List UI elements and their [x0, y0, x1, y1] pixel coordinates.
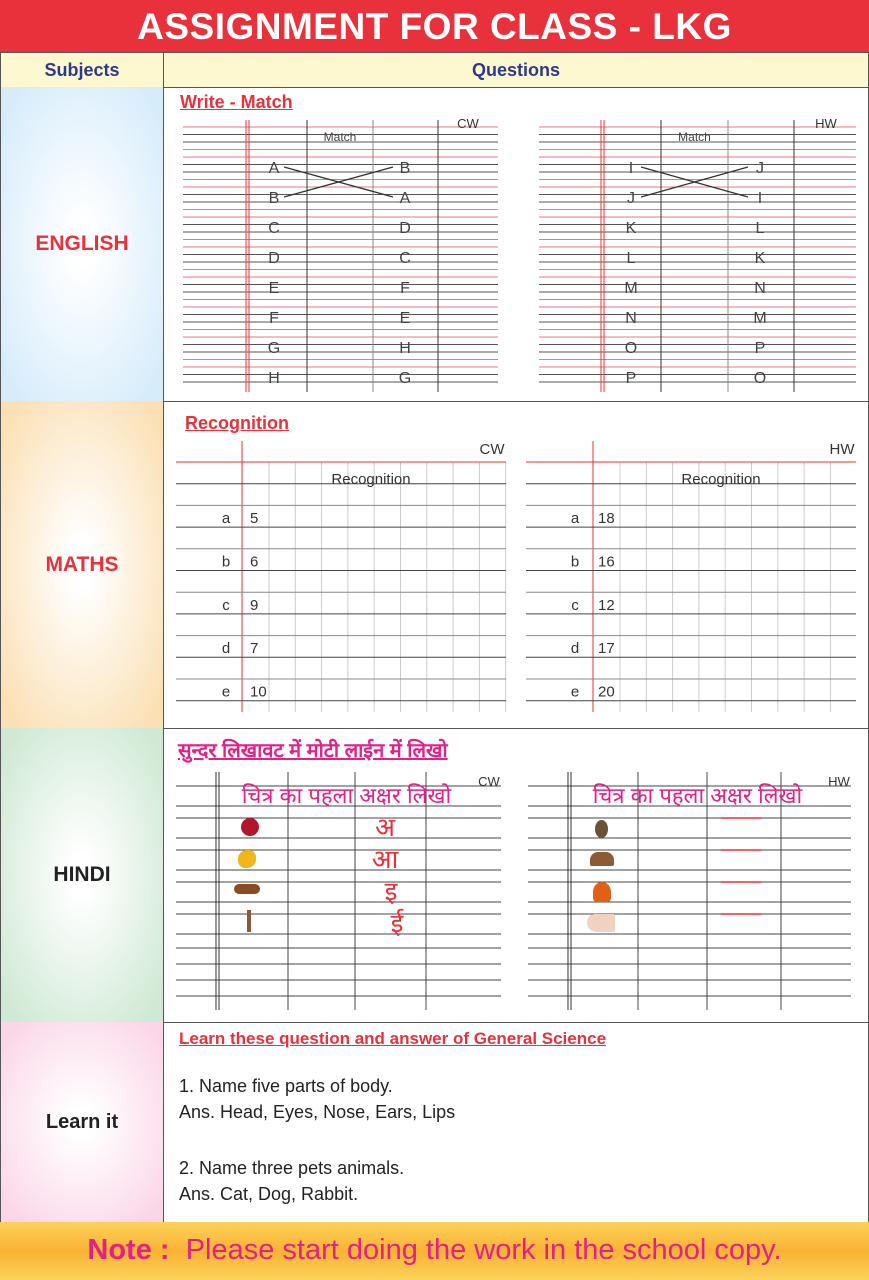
hindi-heading: चित्र का पहला अक्षर लिखो	[241, 783, 452, 808]
goddess-picture	[593, 882, 611, 902]
left-letter: B	[268, 190, 280, 207]
pomegranate-picture	[241, 818, 259, 836]
maths-recognition-worksheet	[1, 401, 868, 728]
palm-tree-picture	[247, 910, 251, 932]
left-letter: N	[625, 310, 637, 327]
note-text: Please start doing the work in the school copy.	[185, 1234, 782, 1266]
maths-row	[0, 401, 869, 729]
panel-label: HW	[828, 774, 850, 789]
right-letter: B	[399, 160, 411, 177]
hindi-worksheet	[1, 728, 868, 1022]
row-number: 20	[598, 683, 615, 701]
english-section-title: Write - Match	[180, 92, 293, 112]
row-letter: e	[221, 683, 231, 701]
row-number: 10	[250, 683, 267, 701]
grid-label: Recognition	[681, 471, 761, 488]
right-letter: A	[399, 190, 411, 207]
note-label: Note :	[87, 1234, 170, 1266]
right-letter: P	[754, 340, 766, 357]
right-letter: I	[757, 190, 763, 207]
left-letter: D	[268, 250, 280, 267]
camel-picture	[590, 852, 614, 866]
panel-label: HW	[815, 116, 837, 131]
note-bar	[0, 1222, 869, 1280]
panel-label: CW	[457, 116, 479, 131]
header-questions: Questions	[471, 60, 560, 80]
subject-hindi: HINDI	[1, 728, 164, 1022]
right-letter: H	[399, 340, 411, 357]
row-number: 16	[598, 553, 615, 571]
question-2: 2. Name three pets animals.	[179, 1158, 405, 1178]
row-letter: c	[571, 596, 579, 614]
mango-picture	[238, 850, 256, 868]
subject-english: ENGLISH	[1, 87, 164, 401]
row-letter: b	[221, 553, 231, 571]
row-number: 6	[250, 553, 259, 571]
left-letter: F	[269, 310, 279, 327]
answer-2: Ans. Cat, Dog, Rabbit.	[179, 1184, 359, 1204]
left-letter: O	[624, 340, 638, 357]
match-label: Match	[323, 130, 357, 144]
hindi-letter: इ	[384, 876, 398, 906]
row-letter: a	[221, 510, 231, 527]
subject-maths: MATHS	[1, 401, 164, 728]
row-number: 5	[250, 510, 259, 527]
page-title: ASSIGNMENT FOR CLASS - LKG	[0, 0, 869, 52]
right-letter: N	[754, 280, 766, 297]
match-label: Match	[678, 130, 711, 144]
row-letter: b	[570, 553, 580, 571]
left-letter: H	[268, 370, 280, 387]
tamarind-picture	[234, 884, 260, 894]
row-number: 9	[250, 596, 259, 614]
right-letter: O	[753, 370, 767, 387]
left-letter: E	[268, 280, 280, 297]
row-number: 7	[250, 640, 259, 658]
right-letter: J	[756, 160, 764, 177]
hindi-letter: अ	[375, 812, 395, 842]
row-number: 18	[598, 510, 615, 527]
row-letter: c	[222, 596, 230, 614]
english-match-worksheet	[1, 87, 868, 401]
row-letter: d	[570, 640, 580, 658]
row-letter: a	[570, 510, 580, 527]
left-letter: M	[624, 280, 638, 297]
left-letter: L	[626, 250, 636, 267]
header-subjects: Subjects	[1, 53, 164, 87]
learn-section-title: Learn these question and answer of General Science	[179, 1029, 607, 1048]
foot-picture	[587, 914, 615, 932]
row-number: 17	[598, 640, 615, 658]
hindi-letter: आ	[371, 844, 399, 874]
right-letter: E	[399, 310, 411, 327]
left-letter: J	[627, 190, 635, 207]
table-header	[0, 52, 869, 88]
panel-label: HW	[829, 441, 855, 458]
answer-1: Ans. Head, Eyes, Nose, Ears, Lips	[179, 1102, 456, 1122]
hindi-section-title: सुन्दर लिखावट में मोटी लाईन में लिखो	[178, 740, 448, 762]
row-letter: d	[221, 640, 231, 658]
right-letter: M	[753, 310, 767, 327]
panel-label: CW	[479, 441, 505, 458]
left-letter: G	[267, 340, 281, 357]
left-letter: A	[268, 160, 280, 177]
left-letter: I	[628, 160, 634, 177]
question-1: 1. Name five parts of body.	[179, 1076, 393, 1096]
right-letter: C	[399, 250, 411, 267]
english-row	[0, 87, 869, 402]
right-letter: D	[399, 220, 411, 237]
row-number: 12	[598, 596, 615, 614]
grid-label: Recognition	[331, 471, 411, 488]
hindi-letter: ई	[390, 908, 404, 938]
hindi-row	[0, 728, 869, 1023]
maths-section-title: Recognition	[185, 413, 289, 433]
left-letter: K	[625, 220, 637, 237]
hindi-heading: चित्र का पहला अक्षर लिखो	[592, 783, 803, 808]
panel-label: CW	[478, 774, 500, 789]
right-letter: G	[398, 370, 412, 387]
row-letter: e	[570, 683, 580, 701]
subject-learn-it: Learn it	[1, 1022, 164, 1222]
left-letter: P	[625, 370, 637, 387]
left-letter: C	[268, 220, 280, 237]
right-letter: L	[755, 220, 765, 237]
right-letter: F	[400, 280, 410, 297]
owl-picture	[595, 820, 608, 838]
learn-row	[0, 1022, 869, 1223]
right-letter: K	[754, 250, 766, 267]
